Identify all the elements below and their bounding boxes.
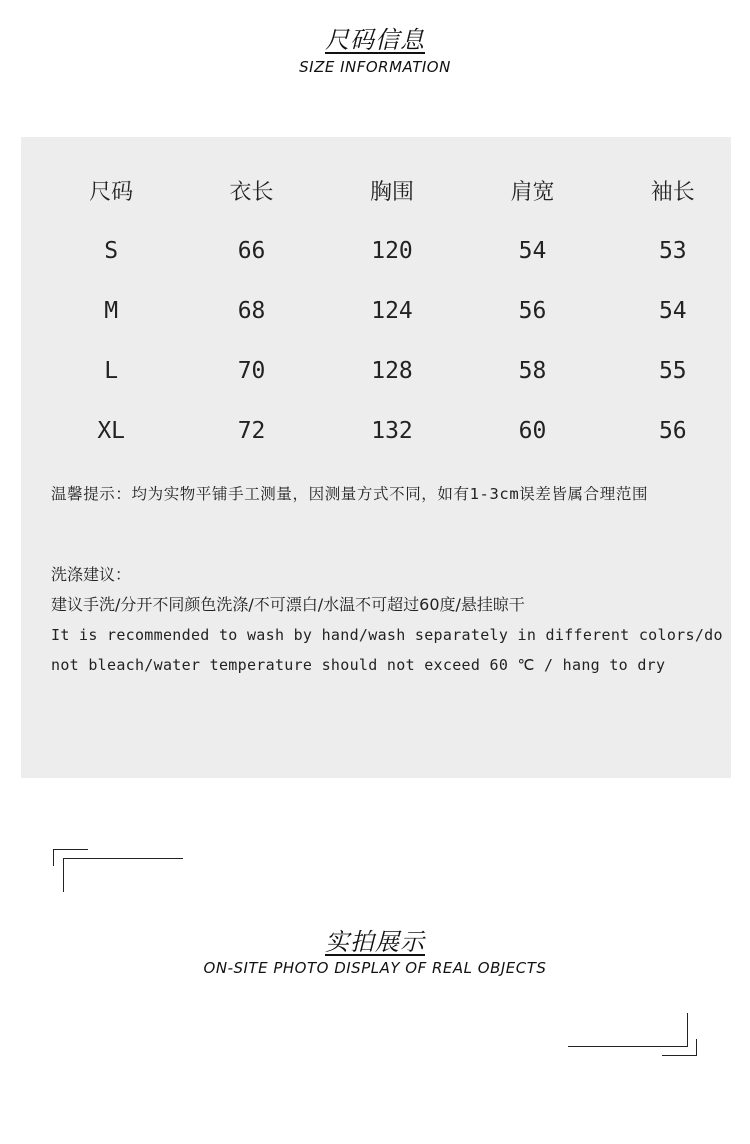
table-cell: 54 bbox=[658, 298, 687, 324]
table-row bbox=[41, 401, 743, 461]
table-cell: S bbox=[104, 238, 119, 264]
table-cell: 124 bbox=[371, 298, 413, 324]
header-shoulder: 肩宽 bbox=[510, 180, 555, 205]
washing-title: 洗涤建议： bbox=[51, 565, 132, 584]
header-size: 尺码 bbox=[89, 180, 134, 205]
washing-advice bbox=[51, 560, 723, 680]
table-cell: 55 bbox=[658, 358, 687, 384]
measurement-note: 温馨提示：均为实物平铺手工测量，因测量方式不同，如有1-3cm误差皆属合理范围 bbox=[51, 485, 649, 503]
header-sleeve: 袖长 bbox=[650, 180, 695, 205]
table-cell: 56 bbox=[518, 298, 547, 324]
table-cell: 58 bbox=[518, 358, 547, 384]
table-cell: 68 bbox=[237, 298, 266, 324]
table-cell: 54 bbox=[518, 238, 547, 264]
table-cell: 70 bbox=[237, 358, 266, 384]
table-cell: 72 bbox=[237, 418, 266, 444]
table-cell: XL bbox=[97, 418, 126, 444]
size-info-panel bbox=[21, 137, 731, 778]
washing-text-zh: 建议手洗/分开不同颜色洗涤/不可漂白/水温不可超过60度/悬挂晾干 bbox=[51, 595, 525, 614]
photo-display-title: 实拍展示 bbox=[325, 928, 425, 956]
size-info-subtitle: SIZE INFORMATION bbox=[299, 58, 451, 76]
table-cell: 56 bbox=[658, 418, 687, 444]
table-row bbox=[41, 341, 743, 401]
washing-text-en-line2: not bleach/water temperature should not exceed 60 ℃ / hang to dry bbox=[51, 656, 666, 674]
table-cell: 60 bbox=[518, 418, 547, 444]
table-cell: L bbox=[104, 358, 119, 384]
washing-text-en-line1: It is recommended to wash by hand/wash separately in different colors/do bbox=[51, 626, 723, 644]
table-header-row bbox=[41, 167, 743, 221]
photo-display-subtitle: ON-SITE PHOTO DISPLAY OF REAL OBJECTS bbox=[203, 959, 547, 977]
size-table bbox=[41, 167, 743, 461]
table-cell: 132 bbox=[371, 418, 413, 444]
table-cell: 66 bbox=[237, 238, 266, 264]
size-info-title: 尺码信息 bbox=[325, 26, 425, 54]
table-cell: 128 bbox=[371, 358, 413, 384]
table-row bbox=[41, 221, 743, 281]
table-cell: 120 bbox=[371, 238, 413, 264]
table-cell: M bbox=[104, 298, 119, 324]
header-length: 衣长 bbox=[229, 180, 274, 205]
table-cell: 53 bbox=[658, 238, 687, 264]
header-chest: 胸围 bbox=[369, 180, 414, 205]
table-row bbox=[41, 281, 743, 341]
